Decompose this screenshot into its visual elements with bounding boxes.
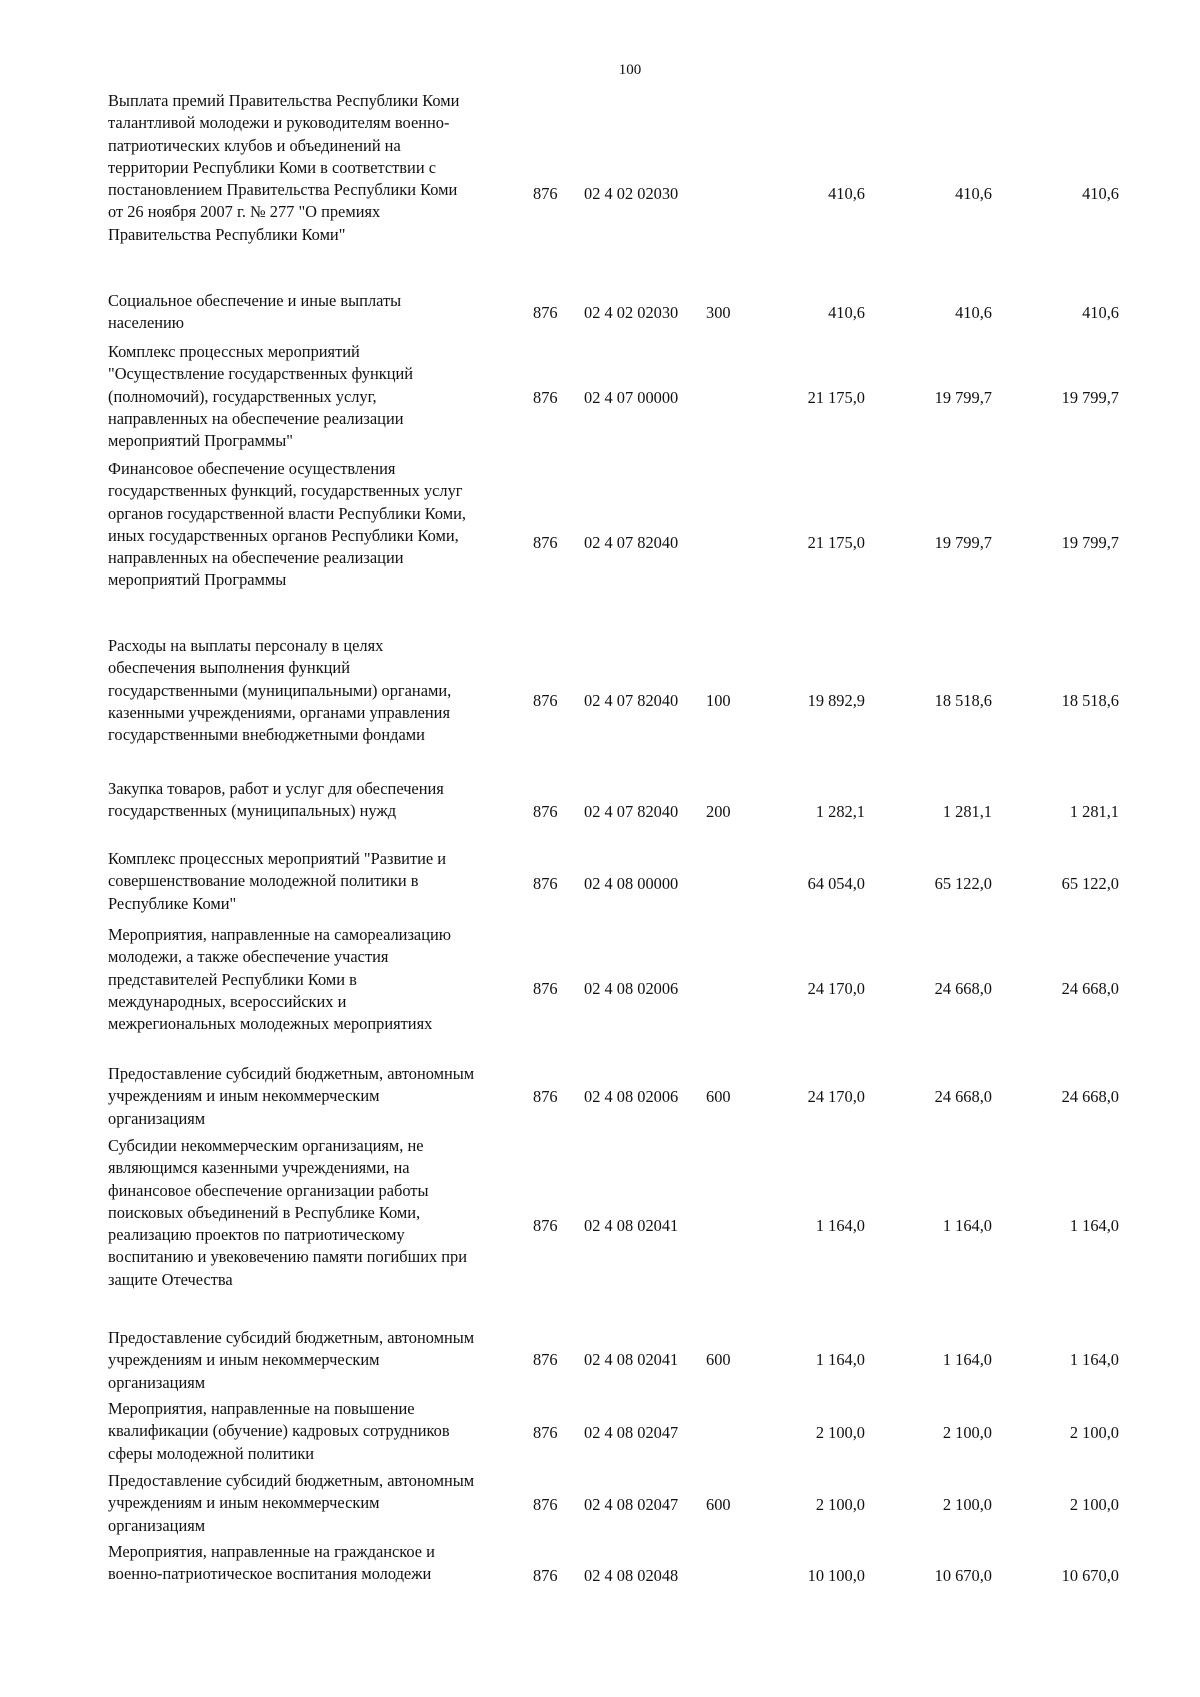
expense-type-code: 100 (706, 690, 731, 710)
row-description-line: являющимся казенными учреждениями, на (108, 1158, 410, 1178)
amount-year-3: 410,6 (1082, 183, 1119, 203)
amount-year-1: 24 170,0 (807, 978, 865, 998)
row-description-line: защите Отечества (108, 1269, 233, 1289)
row-description-line: Субсидии некоммерческим организациям, не (108, 1136, 424, 1155)
row-description-line: международных, всероссийских и (108, 991, 347, 1011)
row-description-line: межрегиональных молодежных мероприятиях (108, 1014, 433, 1034)
amount-year-3: 19 799,7 (1061, 387, 1119, 407)
target-article-code: 02 4 08 02047 (584, 1422, 679, 1442)
row-description-line: Закупка товаров, работ и услуг для обеспечения (108, 779, 444, 798)
amount-year-1: 1 164,0 (815, 1349, 865, 1369)
page-number: 100 (618, 62, 642, 78)
row-description-line: учреждениям и иным некоммерческим (108, 1086, 380, 1106)
row-description-line: Мероприятия, направленные на самореализацию (108, 925, 451, 944)
row-description (108, 848, 528, 915)
row-description-line: государственных функций, государственных услуг (108, 481, 463, 501)
amount-year-3: 24 668,0 (1061, 978, 1119, 998)
row-description (108, 1398, 528, 1465)
amount-year-2: 10 670,0 (934, 1565, 992, 1585)
ministry-code: 876 (533, 387, 558, 407)
row-description-line: территории Республики Коми в соответствии с (108, 157, 436, 177)
ministry-code: 876 (533, 1349, 558, 1369)
row-description-line: военно-патриотическое воспитания молодежи (108, 1564, 432, 1584)
row-description (108, 778, 528, 823)
ministry-code: 876 (533, 801, 558, 821)
amount-year-3: 24 668,0 (1061, 1086, 1119, 1106)
row-description-line: совершенствование молодежной политики в (108, 871, 419, 891)
target-article-code: 02 4 08 02041 (584, 1349, 679, 1369)
amount-year-3: 1 281,1 (1069, 801, 1119, 821)
row-description-line: Комплекс процессных мероприятий "Развитие и (108, 849, 447, 868)
row-description-line: Финансовое обеспечение осуществления (108, 459, 396, 478)
row-description-line: Республике Коми" (108, 893, 237, 913)
amount-year-1: 1 164,0 (815, 1215, 865, 1235)
amount-year-2: 24 668,0 (934, 978, 992, 998)
row-description (108, 635, 528, 746)
target-article-code: 02 4 08 00000 (584, 873, 679, 893)
amount-year-2: 2 100,0 (942, 1422, 992, 1442)
row-description-line: учреждениям и иным некоммерческим (108, 1493, 380, 1513)
row-description-line: иных государственных органов Республики Коми, (108, 525, 459, 545)
amount-year-3: 10 670,0 (1061, 1565, 1119, 1585)
row-description-line: организациям (108, 1372, 206, 1392)
row-description-line: государственными (муниципальными) органами, (108, 680, 452, 700)
row-description-line: патриотических клубов и объединений на (108, 135, 401, 155)
ministry-code: 876 (533, 532, 558, 552)
row-description-line: обеспечения выполнения функций (108, 658, 350, 678)
amount-year-1: 64 054,0 (807, 873, 865, 893)
amount-year-1: 2 100,0 (815, 1422, 865, 1442)
row-description (108, 1470, 528, 1537)
amount-year-3: 410,6 (1082, 302, 1119, 322)
row-description-line: Расходы на выплаты персоналу в целях (108, 636, 384, 655)
row-description-line: от 26 ноября 2007 г. № 277 "О премиях (108, 202, 381, 222)
row-description-line: реализацию проектов по патриотическому (108, 1225, 405, 1245)
row-description-line: квалификации (обучение) кадровых сотрудников (108, 1421, 450, 1441)
amount-year-1: 21 175,0 (807, 387, 865, 407)
row-description-line: Правительства Республики Коми" (108, 224, 346, 244)
row-description-line: государственными внебюджетными фондами (108, 725, 425, 745)
row-description-line: организациям (108, 1108, 206, 1128)
amount-year-2: 65 122,0 (934, 873, 992, 893)
amount-year-2: 1 164,0 (942, 1349, 992, 1369)
target-article-code: 02 4 08 02006 (584, 1086, 679, 1106)
row-description-line: (полномочий), государственных услуг, (108, 386, 377, 406)
ministry-code: 876 (533, 1086, 558, 1106)
row-description-line: талантливой молодежи и руководителям военно- (108, 113, 450, 133)
expense-type-code: 300 (706, 302, 731, 322)
target-article-code: 02 4 08 02047 (584, 1494, 679, 1514)
amount-year-1: 24 170,0 (807, 1086, 865, 1106)
amount-year-3: 1 164,0 (1069, 1349, 1119, 1369)
amount-year-3: 2 100,0 (1069, 1422, 1119, 1442)
row-description (108, 924, 528, 1035)
target-article-code: 02 4 02 02030 (584, 302, 679, 322)
row-description (108, 458, 528, 592)
row-description-line: молодежи, а также обеспечение участия (108, 947, 389, 967)
row-description-line: Предоставление субсидий бюджетным, автономным (108, 1064, 475, 1083)
target-article-code: 02 4 07 82040 (584, 801, 679, 821)
row-description (108, 1063, 528, 1130)
row-description-line: сферы молодежной политики (108, 1443, 315, 1463)
target-article-code: 02 4 07 82040 (584, 532, 679, 552)
ministry-code: 876 (533, 1422, 558, 1442)
amount-year-1: 1 282,1 (815, 801, 865, 821)
row-description (108, 290, 528, 335)
row-description-line: мероприятий Программы (108, 570, 287, 590)
amount-year-1: 21 175,0 (807, 532, 865, 552)
ministry-code: 876 (533, 1494, 558, 1514)
target-article-code: 02 4 08 02006 (584, 978, 679, 998)
row-description-line: Мероприятия, направленные на гражданское и (108, 1542, 435, 1561)
amount-year-3: 18 518,6 (1061, 690, 1119, 710)
target-article-code: 02 4 07 00000 (584, 387, 679, 407)
expense-type-code: 600 (706, 1349, 731, 1369)
amount-year-1: 410,6 (828, 302, 865, 322)
row-description (108, 1135, 528, 1291)
amount-year-1: 2 100,0 (815, 1494, 865, 1514)
row-description-line: постановлением Правительства Республики Коми (108, 180, 458, 200)
expense-type-code: 200 (706, 801, 731, 821)
ministry-code: 876 (533, 302, 558, 322)
row-description (108, 1327, 528, 1394)
row-description-line: Комплекс процессных мероприятий (108, 342, 360, 361)
expense-type-code: 600 (706, 1494, 731, 1514)
row-description-line: представителей Республики Коми в (108, 969, 357, 989)
row-description-line: органов государственной власти Республики Коми, (108, 503, 466, 523)
target-article-code: 02 4 02 02030 (584, 183, 679, 203)
row-description (108, 341, 528, 452)
amount-year-1: 410,6 (828, 183, 865, 203)
row-description-line: Предоставление субсидий бюджетным, автономным (108, 1471, 475, 1490)
row-description-line: поисковых объединений в Республике Коми, (108, 1202, 421, 1222)
amount-year-3: 65 122,0 (1061, 873, 1119, 893)
amount-year-1: 19 892,9 (807, 690, 865, 710)
amount-year-2: 1 164,0 (942, 1215, 992, 1235)
row-description-line: направленных на обеспечение реализации (108, 408, 404, 428)
row-description-line: Мероприятия, направленные на повышение (108, 1399, 415, 1418)
row-description-line: населению (108, 313, 185, 333)
row-description-line: финансовое обеспечение организации работы (108, 1180, 429, 1200)
amount-year-3: 1 164,0 (1069, 1215, 1119, 1235)
ministry-code: 876 (533, 183, 558, 203)
row-description-line: Выплата премий Правительства Республики Коми (108, 91, 460, 110)
row-description-line: государственных (муниципальных) нужд (108, 801, 397, 821)
row-description-line: Предоставление субсидий бюджетным, автономным (108, 1328, 475, 1347)
amount-year-2: 24 668,0 (934, 1086, 992, 1106)
amount-year-2: 19 799,7 (934, 387, 992, 407)
amount-year-2: 18 518,6 (934, 690, 992, 710)
target-article-code: 02 4 08 02041 (584, 1215, 679, 1235)
amount-year-3: 19 799,7 (1061, 532, 1119, 552)
target-article-code: 02 4 07 82040 (584, 690, 679, 710)
row-description-line: казенными учреждениями, органами управления (108, 702, 450, 722)
amount-year-2: 19 799,7 (934, 532, 992, 552)
amount-year-1: 10 100,0 (807, 1565, 865, 1585)
expense-type-code: 600 (706, 1086, 731, 1106)
ministry-code: 876 (533, 873, 558, 893)
row-description-line: мероприятий Программы" (108, 431, 293, 451)
row-description-line: "Осуществление государственных функций (108, 364, 414, 384)
amount-year-3: 2 100,0 (1069, 1494, 1119, 1514)
row-description-line: направленных на обеспечение реализации (108, 548, 404, 568)
amount-year-2: 2 100,0 (942, 1494, 992, 1514)
row-description (108, 90, 528, 246)
target-article-code: 02 4 08 02048 (584, 1565, 679, 1585)
row-description-line: воспитанию и увековечению памяти погибших при (108, 1247, 468, 1267)
amount-year-2: 410,6 (955, 183, 992, 203)
ministry-code: 876 (533, 978, 558, 998)
amount-year-2: 1 281,1 (942, 801, 992, 821)
row-description-line: организациям (108, 1515, 206, 1535)
ministry-code: 876 (533, 1565, 558, 1585)
row-description-line: Социальное обеспечение и иные выплаты (108, 291, 402, 310)
ministry-code: 876 (533, 690, 558, 710)
ministry-code: 876 (533, 1215, 558, 1235)
row-description-line: учреждениям и иным некоммерческим (108, 1350, 380, 1370)
row-description (108, 1541, 528, 1586)
amount-year-2: 410,6 (955, 302, 992, 322)
